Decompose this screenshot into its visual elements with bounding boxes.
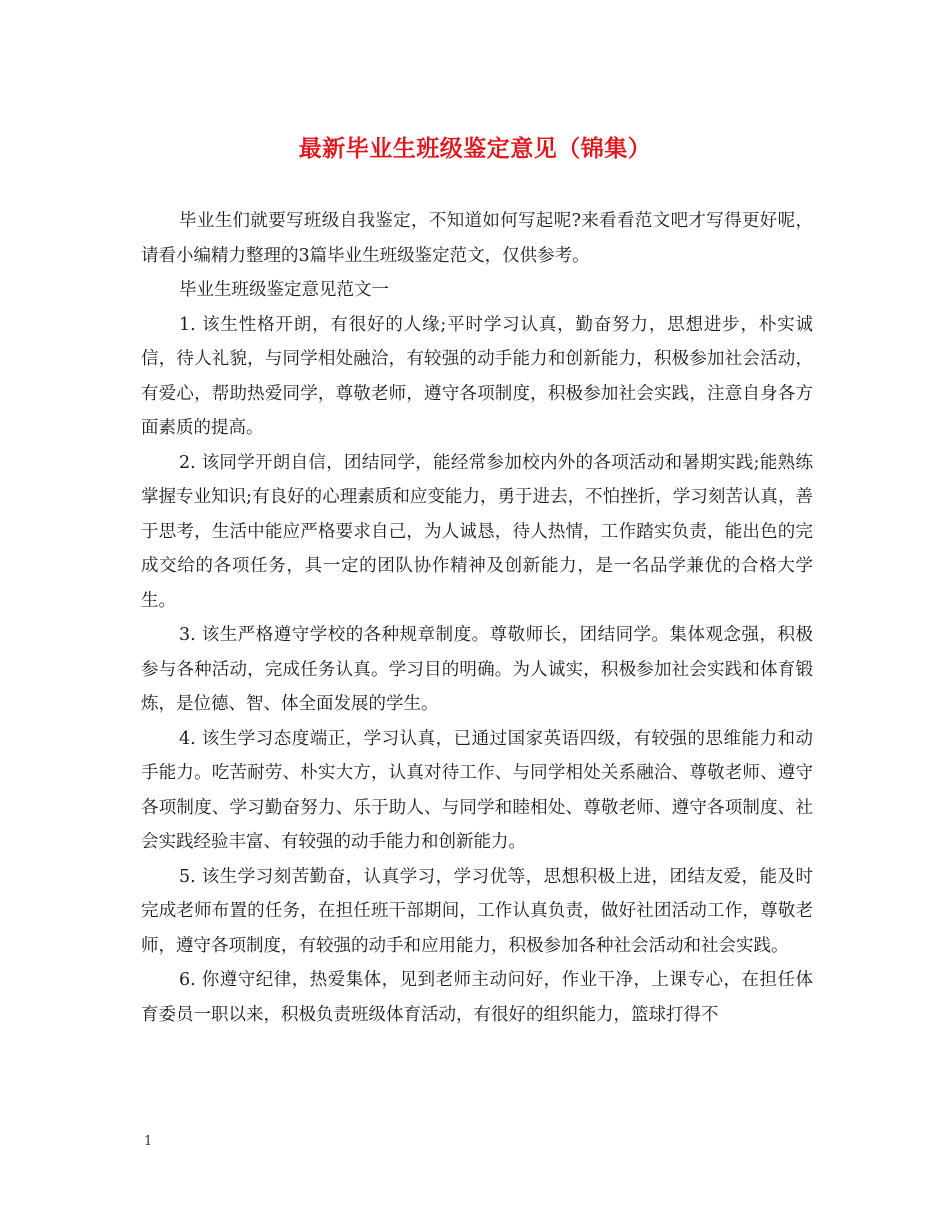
intro-paragraph: 毕业生们就要写班级自我鉴定，不知道如何写起呢?来看看范文吧才写得更好呢，请看小编精力整理的3篇毕业生班级鉴定范文，仅供参考。	[141, 211, 813, 266]
list-item-5: 5. 该生学习刻苦勤奋，认真学习，学习优等，思想积极上进，团结友爱，能及时完成老师布置的任务，在担任班干部期间，工作认真负责，做好社团活动工作，尊敬老师，遵守各项制度，有较强的动手和应用能力，积极参加各种社会活动和社会实践。	[141, 866, 813, 956]
list-item-4: 4. 该生学习态度端正，学习认真，已通过国家英语四级，有较强的思维能力和动手能力。吃苦耐劳、朴实大方，认真对待工作、与同学相处关系融洽、尊敬老师、遵守各项制度、学习勤奋努力、乐于助人、与同学和睦相处、尊敬老师、遵守各项制度、社会实践经验丰富、有较强的动手能力和创新能力。	[141, 728, 813, 852]
document-title: 最新毕业生班级鉴定意见（锦集）	[298, 135, 652, 162]
document-body	[141, 204, 813, 1032]
list-item-3: 3. 该生严格遵守学校的各种规章制度。尊敬师长，团结同学。集体观念强，积极参与各种活动，完成任务认真。学习目的明确。为人诚实，积极参加社会实践和体育锻炼，是位德、智、体全面发展的学生。	[141, 625, 813, 714]
section-heading: 毕业生班级鉴定意见范文一	[179, 280, 389, 300]
list-item-1: 1. 该生性格开朗，有很好的人缘;平时学习认真，勤奋努力，思想进步，朴实诚信，待人礼貌，与同学相处融洽，有较强的动手能力和创新能力，积极参加社会活动，有爱心，帮助热爱同学，尊敬老师，遵守各项制度，积极参加社会实践，注意自身各方面素质的提高。	[141, 314, 813, 438]
list-item-6: 6. 你遵守纪律，热爱集体，见到老师主动问好，作业干净，上课专心，在担任体育委员一职以来，积极负责班级体育活动，有很好的组织能力，篮球打得不	[141, 970, 813, 1025]
list-item-2: 2. 该同学开朗自信，团结同学，能经常参加校内外的各项活动和暑期实践;能熟练掌握专业知识;有良好的心理素质和应变能力，勇于进去，不怕挫折，学习刻苦认真，善于思考，生活中能应严格要求自己，为人诚恳，待人热情，工作踏实负责，能出色的完成交给的各项任务，具一定的团队协作精神及创新能力，是一名品学兼优的合格大学生。	[141, 452, 813, 611]
page-number: 1	[144, 1134, 153, 1149]
